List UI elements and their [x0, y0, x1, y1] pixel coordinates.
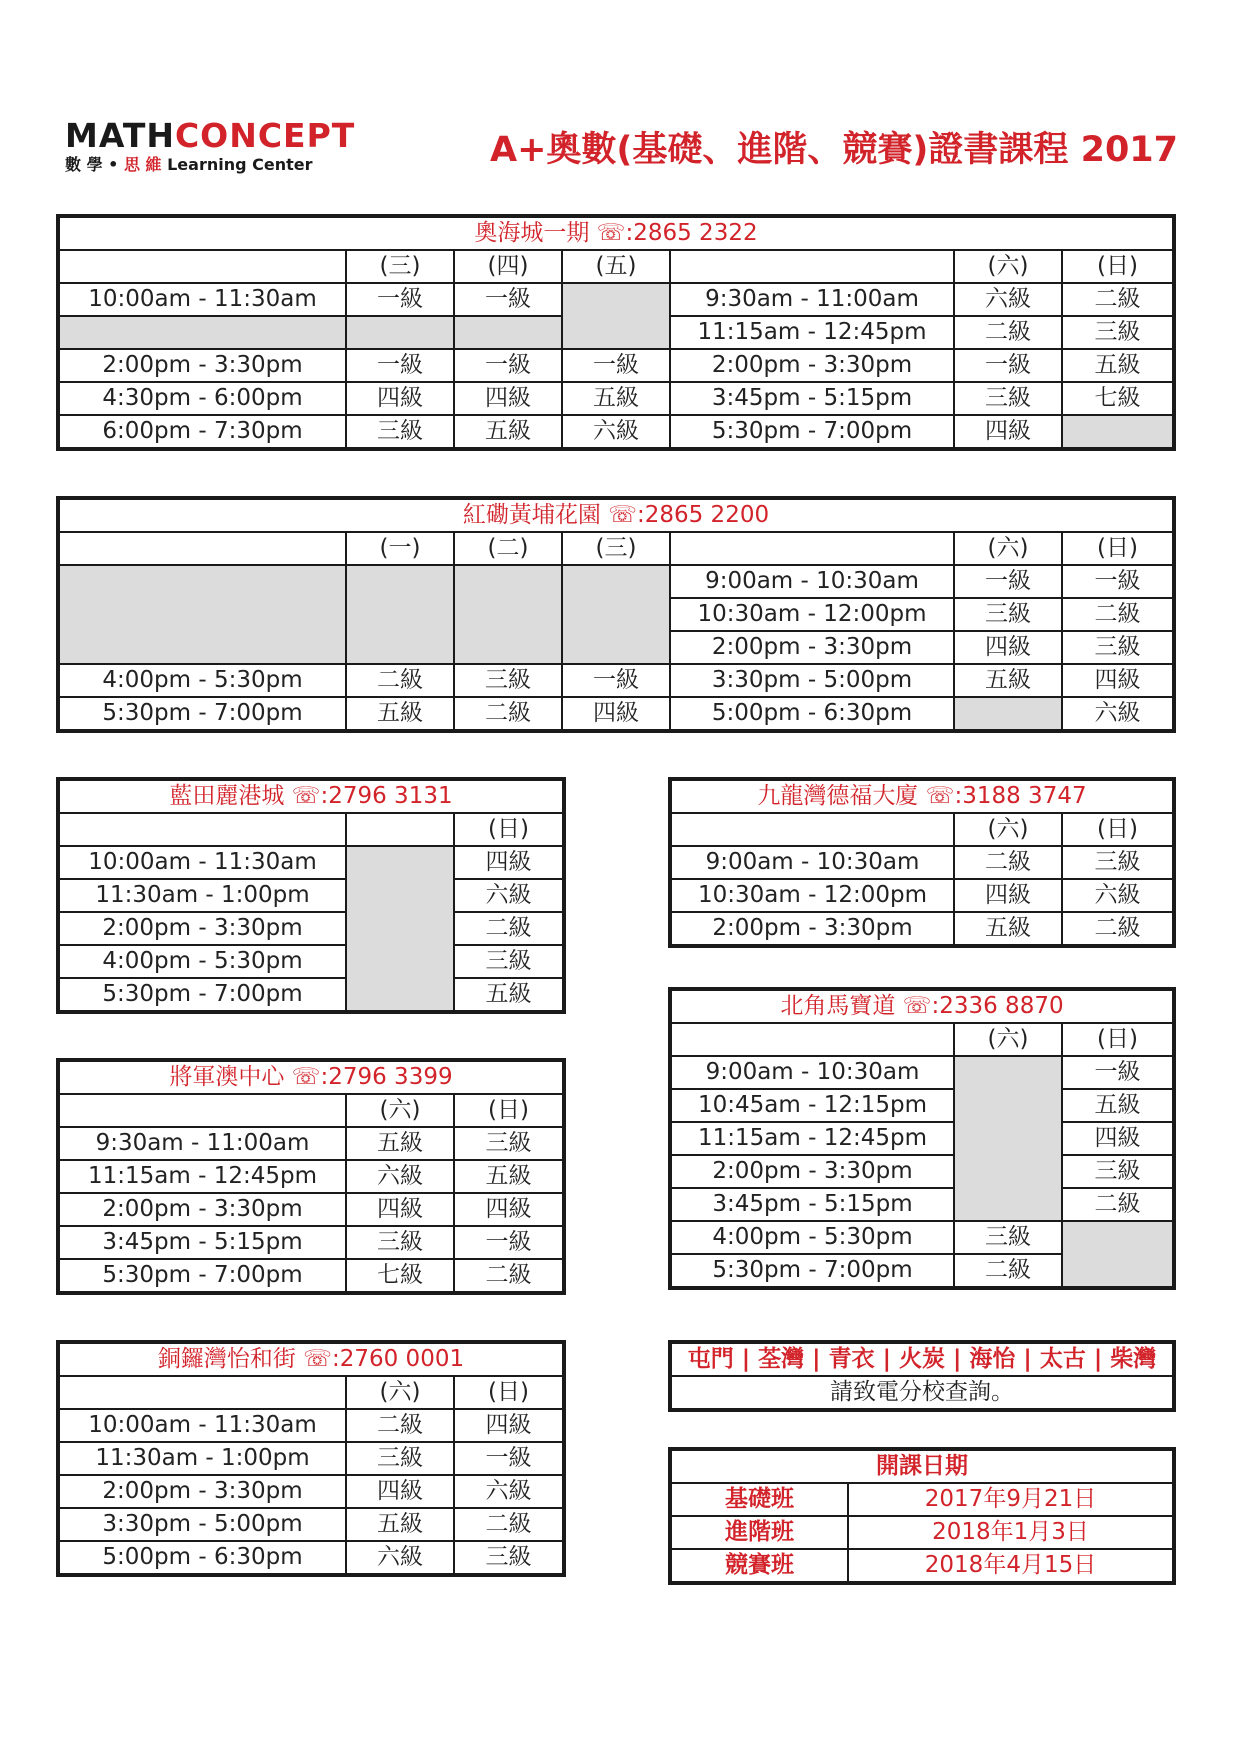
- table-row: 10:30am - 12:00pm 三級 二級: [58, 598, 1174, 631]
- schedule-table-causeway-bay: 銅鑼灣怡和街 ☏:2760 0001 (六) (日) 10:00am - 11:30am 二級 四級 11:30am - 1:00pm 三級 一級 2:00pm - 3:30pm 四級 六級 3:30pm - 5:00pm 五級 二級 5:00pm - 6:30pm 六級 三級: [56, 1340, 566, 1577]
- table-row: 3:45pm - 5:15pm 三級 一級: [58, 1226, 564, 1259]
- phone-icon: ☏: [303, 1346, 332, 1372]
- table-row: 2:00pm - 3:30pm 三級: [670, 1155, 1174, 1188]
- phone-icon: ☏: [925, 783, 955, 809]
- start-dates-title: 開課日期: [670, 1449, 1174, 1483]
- table-row: 4:00pm - 5:30pm 二級 三級 一級 3:30pm - 5:00pm 五級 四級: [58, 664, 1174, 697]
- branch-title: 奧海城一期 ☏:2865 2322: [58, 216, 1174, 250]
- schedule-table-whampoa-garden: 紅磡黃埔花園 ☏:2865 2200 (一) (二) (三) (六) (日) 9:00am - 10:30am 一級 一級 10:30am - 12:00pm 三級 二級 2:00pm - 3:30pm 四級 三級 4:00pm - 5:30pm 二級 三級 一級 3:30pm - 5:00pm 五級 四級 5:30pm - 7:00pm 五級 二級 四級 5:00pm - 6:30pm 六級: [56, 496, 1176, 733]
- schedule-table-north-point: 北角馬寶道 ☏:2336 8870 (六) (日) 9:00am - 10:30am 一級 10:45am - 12:15pm 五級 11:15am - 12:45pm 四級 2:00pm - 3:30pm 三級 3:45pm - 5:15pm 二級 4:00pm - 5:30pm 三級 5:30pm - 7:00pm 二級: [668, 987, 1176, 1290]
- table-row: 2:00pm - 3:30pm 四級 三級: [58, 631, 1174, 664]
- branch-title: 銅鑼灣怡和街 ☏:2760 0001: [58, 1342, 564, 1376]
- branch-list: 屯門 | 荃灣 | 青衣 | 火炭 | 海怡 | 太古 | 柴灣: [670, 1342, 1174, 1376]
- table-row: 10:45am - 12:15pm 五級: [670, 1089, 1174, 1122]
- branch-title: 北角馬寶道 ☏:2336 8870: [670, 989, 1174, 1023]
- start-dates-table: [668, 1447, 1176, 1585]
- table-row: 5:30pm - 7:00pm 五級: [58, 978, 564, 1012]
- table-row: 6:00pm - 7:30pm 三級 五級 六級 5:30pm - 7:00pm 四級: [58, 415, 1174, 449]
- table-row: 5:30pm - 7:00pm 二級: [670, 1254, 1174, 1288]
- logo-wordmark: MATHCONCEPT: [65, 116, 356, 155]
- table-row: 2:00pm - 3:30pm 二級: [58, 912, 564, 945]
- table-row: 2:00pm - 3:30pm 四級 六級: [58, 1475, 564, 1508]
- table-row: 競賽班 2018年4月15日: [670, 1549, 1174, 1583]
- phone-icon: ☏: [608, 502, 637, 528]
- branch-title: 紅磡黃埔花園 ☏:2865 2200: [58, 498, 1174, 532]
- table-row: 10:00am - 11:30am 四級: [58, 846, 564, 879]
- table-row: 基礎班 2017年9月21日: [670, 1483, 1174, 1516]
- table-row: 3:45pm - 5:15pm 二級: [670, 1188, 1174, 1221]
- table-row: 11:15am - 12:45pm 二級 三級: [58, 316, 1174, 349]
- logo: [65, 118, 365, 180]
- table-row: 5:30pm - 7:00pm 七級 二級: [58, 1259, 564, 1293]
- table-row: 2:00pm - 3:30pm 一級 一級 一級 2:00pm - 3:30pm 一級 五級: [58, 349, 1174, 382]
- table-row: 9:30am - 11:00am 五級 三級: [58, 1127, 564, 1160]
- table-row: 10:00am - 11:30am 一級 一級 9:30am - 11:00am 六級 二級: [58, 283, 1174, 316]
- table-row: 9:00am - 10:30am 一級: [670, 1056, 1174, 1089]
- logo-subtitle: 數 學 • 思 維 Learning Center: [65, 155, 313, 174]
- schedule-table-telford-gardens: 九龍灣德福大廈 ☏:3188 3747 (六) (日) 9:00am - 10:30am 二級 三級 10:30am - 12:00pm 四級 六級 2:00pm - 3:30pm 五級 二級: [668, 777, 1176, 948]
- table-row: 9:00am - 10:30am 一級 一級: [58, 565, 1174, 598]
- table-row: 2:00pm - 3:30pm 五級 二級: [670, 912, 1174, 946]
- table-row: 10:00am - 11:30am 二級 四級: [58, 1409, 564, 1442]
- schedule-table-tseung-kwan-o: 將軍澳中心 ☏:2796 3399 (六) (日) 9:30am - 11:00am 五級 三級 11:15am - 12:45pm 六級 五級 2:00pm - 3:30pm 四級 四級 3:45pm - 5:15pm 三級 一級 5:30pm - 7:00pm 七級 二級: [56, 1058, 566, 1295]
- table-row: 10:30am - 12:00pm 四級 六級: [670, 879, 1174, 912]
- other-branches-box: [668, 1340, 1176, 1412]
- branch-note: 請致電分校查詢。: [670, 1376, 1174, 1410]
- table-row: 4:30pm - 6:00pm 四級 四級 五級 3:45pm - 5:15pm 三級 七級: [58, 382, 1174, 415]
- phone-icon: ☏: [902, 993, 932, 1019]
- schedule-table-olympian-city: 奧海城一期 ☏:2865 2322 (三) (四) (五) (六) (日) 10:00am - 11:30am 一級 一級 9:30am - 11:00am 六級 二級 11:15am - 12:45pm 二級 三級 2:00pm - 3:30pm 一級 一級 一級 2:00pm - 3:30pm 一級 五級 4:30pm - 6:00pm 四級 四級 五級 3:45pm - 5:15pm 三級 七級 6:00pm - 7:30pm 三級 五級 六級 5:30pm - 7:00pm 四級: [56, 214, 1176, 451]
- phone-icon: ☏: [291, 1064, 321, 1090]
- table-row: 4:00pm - 5:30pm 三級: [58, 945, 564, 978]
- table-row: 11:15am - 12:45pm 六級 五級: [58, 1160, 564, 1193]
- table-row: 11:30am - 1:00pm 三級 一級: [58, 1442, 564, 1475]
- branch-title: 藍田麗港城 ☏:2796 3131: [58, 779, 564, 813]
- table-row: 11:30am - 1:00pm 六級: [58, 879, 564, 912]
- schedule-table-laguna-city: 藍田麗港城 ☏:2796 3131 (日) 10:00am - 11:30am 四級 11:30am - 1:00pm 六級 2:00pm - 3:30pm 二級 4:00pm - 5:30pm 三級 5:30pm - 7:00pm 五級: [56, 777, 566, 1014]
- table-row: 2:00pm - 3:30pm 四級 四級: [58, 1193, 564, 1226]
- table-row: 9:00am - 10:30am 二級 三級: [670, 846, 1174, 879]
- table-row: 4:00pm - 5:30pm 三級: [670, 1221, 1174, 1254]
- table-row: 3:30pm - 5:00pm 五級 二級: [58, 1508, 564, 1541]
- phone-icon: ☏: [291, 783, 321, 809]
- table-row: 5:30pm - 7:00pm 五級 二級 四級 5:00pm - 6:30pm 六級: [58, 697, 1174, 731]
- branch-title: 九龍灣德福大廈 ☏:3188 3747: [670, 779, 1174, 813]
- table-row: 5:00pm - 6:30pm 六級 三級: [58, 1541, 564, 1575]
- phone-icon: ☏: [596, 220, 626, 246]
- branch-title: 將軍澳中心 ☏:2796 3399: [58, 1060, 564, 1094]
- page-title: A+奧數(基礎、進階、競賽)證書課程 2017: [490, 130, 1179, 170]
- table-row: 進階班 2018年1月3日: [670, 1516, 1174, 1549]
- table-row: 11:15am - 12:45pm 四級: [670, 1122, 1174, 1155]
